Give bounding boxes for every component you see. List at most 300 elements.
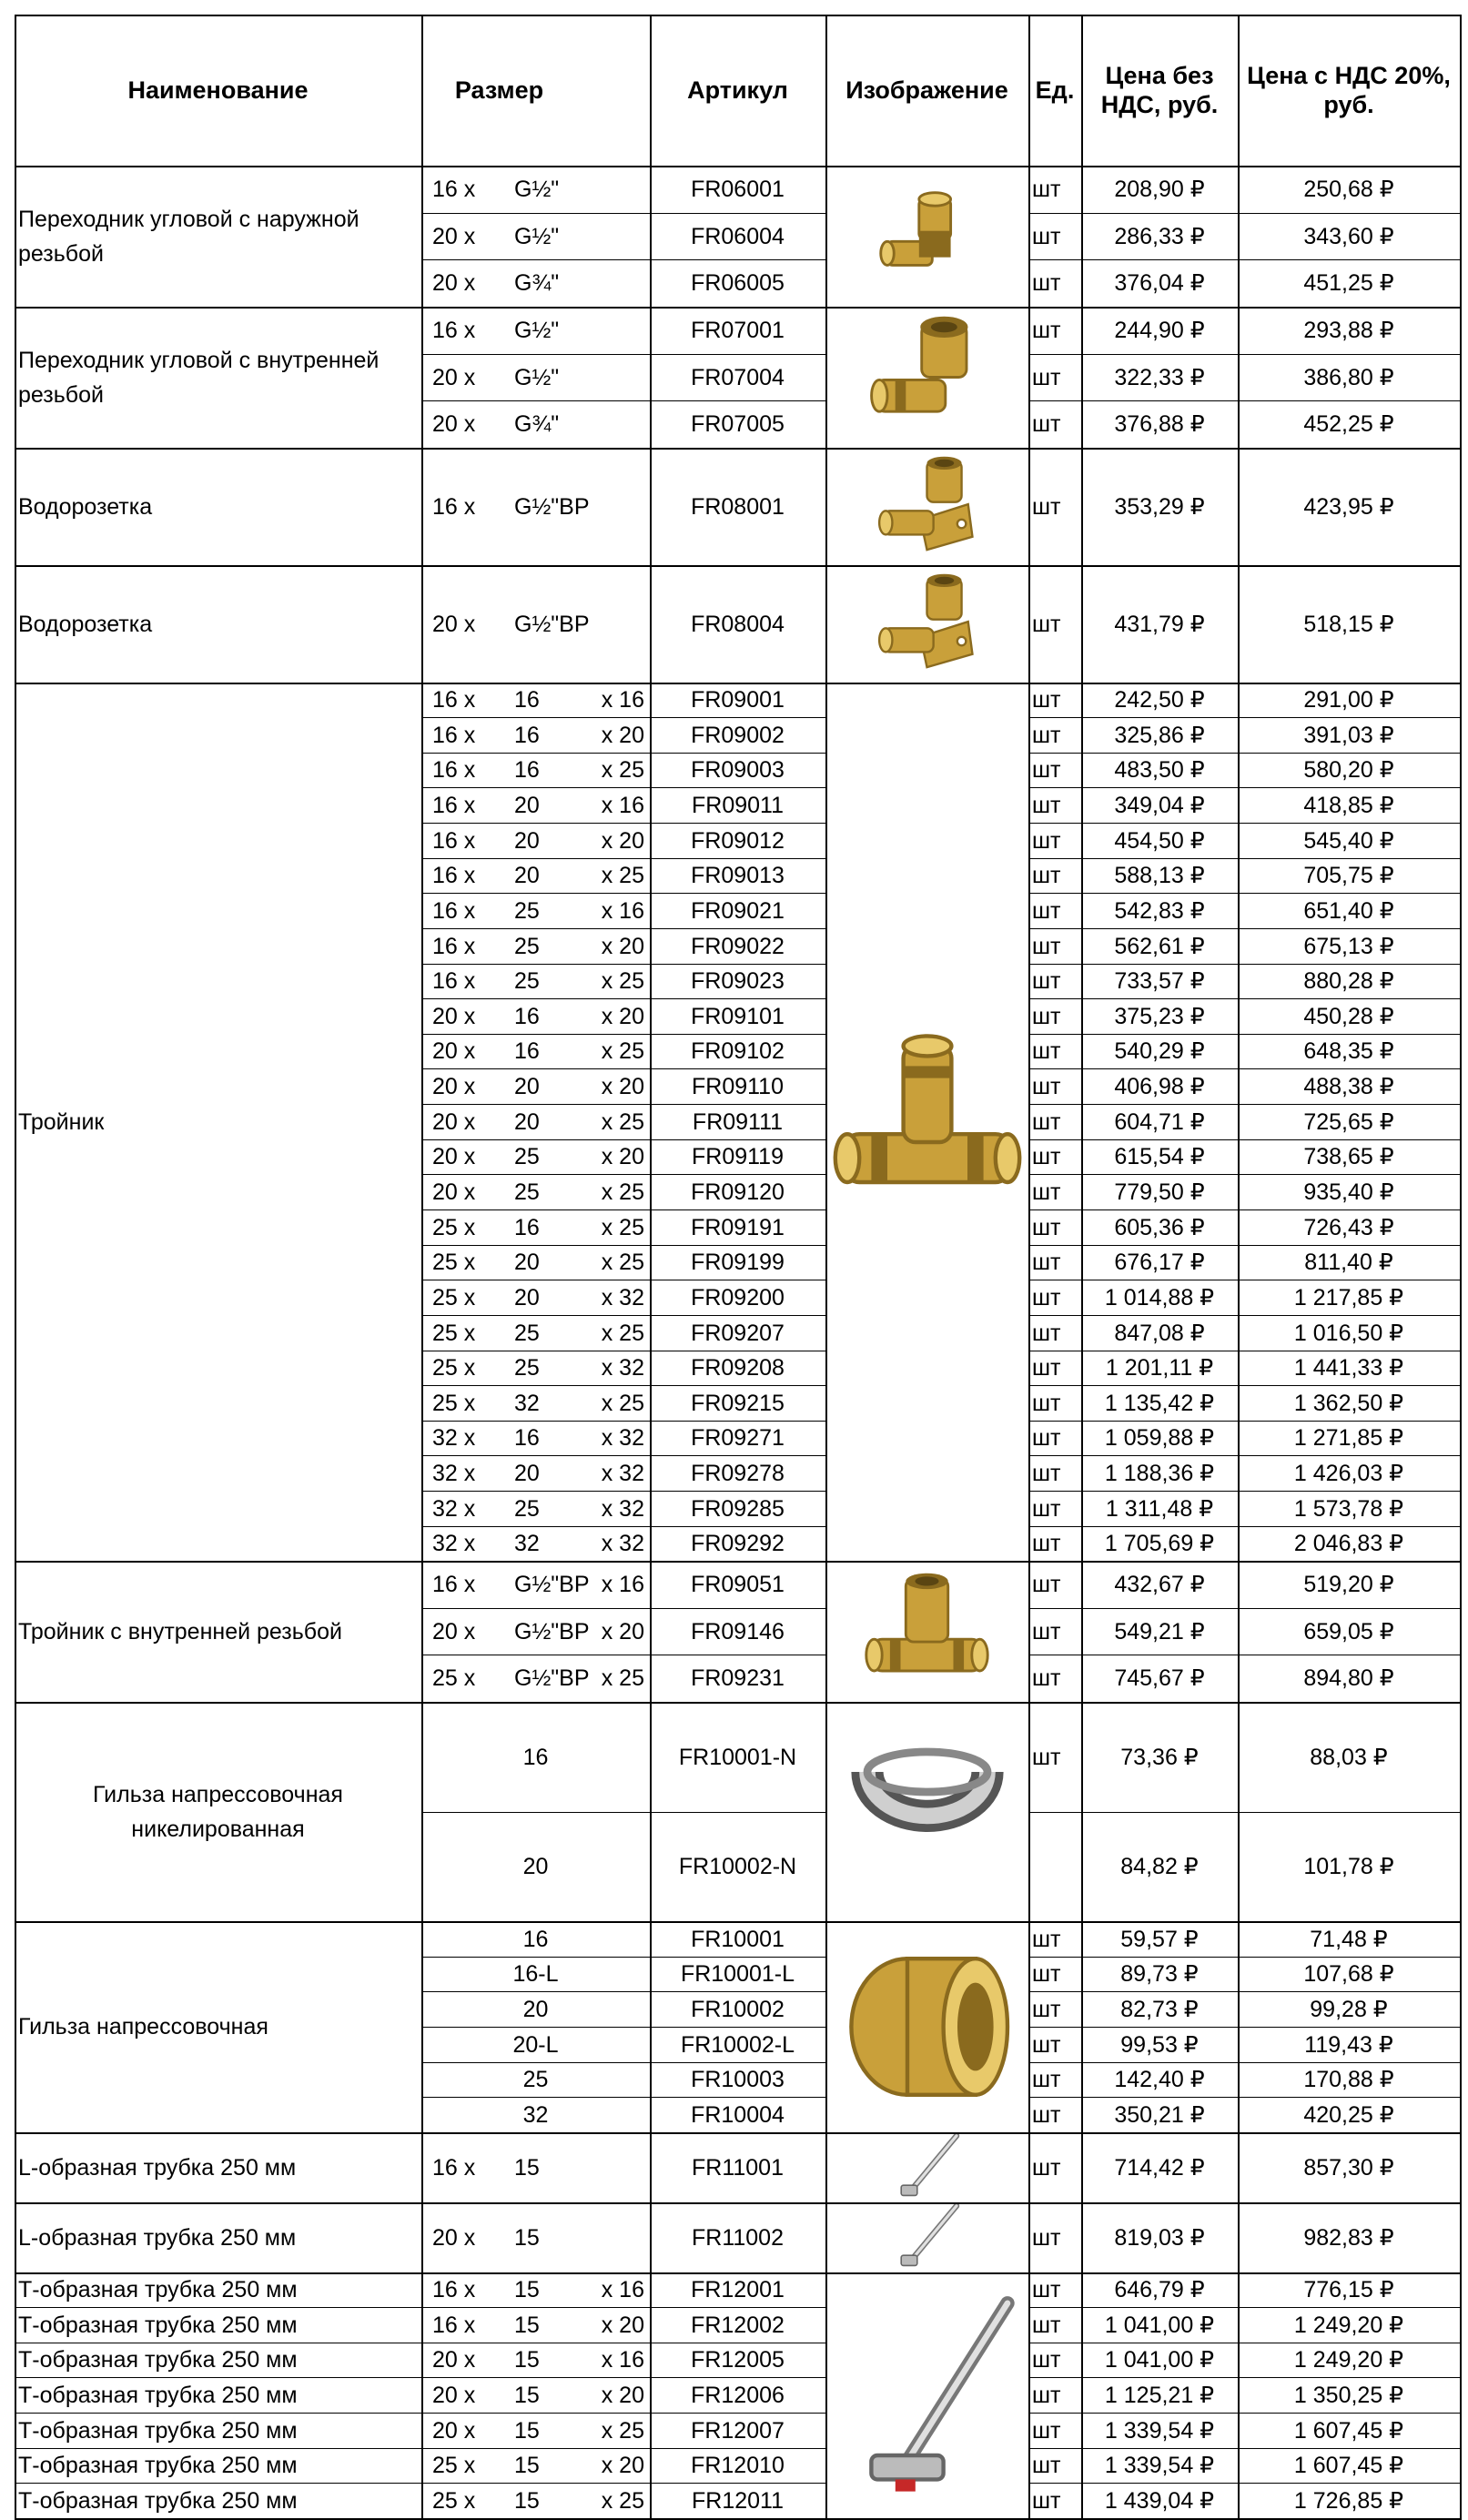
price-no-vat: 82,73 ₽	[1120, 1996, 1199, 2022]
table-gridline	[1028, 1957, 1460, 1958]
price-with-vat: 519,20 ₽	[1303, 1572, 1394, 1597]
price-no-vat: 353,29 ₽	[1114, 493, 1205, 520]
price-no-vat: 1 339,54 ₽	[1104, 2417, 1215, 2444]
price-with-vat: 811,40 ₽	[1304, 1250, 1393, 1275]
price-no-vat: 244,90 ₽	[1114, 318, 1205, 343]
table-gridline	[421, 2413, 825, 2414]
table-gridline	[1028, 400, 1460, 401]
table-gridline	[1028, 1991, 1460, 1992]
unit-value: шт	[1032, 1926, 1061, 1952]
unit-value: шт	[1032, 1572, 1061, 1597]
size-d1: 20 x	[432, 611, 476, 637]
article-number: FR10001-N	[678, 1744, 797, 1770]
article-number: FR09200	[691, 1284, 785, 1311]
size-d1: 20 x	[432, 411, 476, 437]
article-number: FR07005	[691, 411, 785, 437]
price-with-vat: 982,83 ₽	[1303, 2224, 1394, 2251]
article-number: FR07001	[691, 318, 785, 343]
size-d3: x 25	[601, 1250, 644, 1275]
wall-plate-elbow-icon	[873, 452, 981, 561]
table-gridline	[421, 1139, 825, 1140]
size-d2: 16	[514, 1425, 540, 1451]
table-gridline	[421, 1245, 825, 1246]
size-d3: x 25	[601, 2487, 644, 2514]
table-gridline	[1238, 15, 1240, 2518]
header-price-vat-line-2: руб.	[1323, 91, 1374, 118]
table-gridline	[15, 1921, 1462, 1923]
price-no-vat: 483,50 ₽	[1114, 757, 1205, 783]
price-with-vat: 648,35 ₽	[1303, 1038, 1394, 1064]
table-gridline	[421, 2483, 825, 2484]
article-number: FR07004	[691, 364, 785, 390]
tee-fitting-icon	[827, 1022, 1028, 1222]
table-gridline	[421, 753, 825, 754]
price-no-vat: 542,83 ₽	[1114, 897, 1205, 924]
size-d1: 20 x	[432, 270, 476, 296]
header-price-no-vat	[1081, 61, 1238, 119]
price-no-vat: 325,86 ₽	[1114, 722, 1205, 748]
article-number: FR09023	[691, 968, 785, 994]
size-d2: 15	[514, 2453, 540, 2478]
size-d2: 20	[514, 1108, 540, 1135]
price-with-vat: 293,88 ₽	[1303, 318, 1394, 343]
size-d2: 25	[514, 1320, 540, 1346]
price-with-vat: 386,80 ₽	[1303, 364, 1394, 390]
price-with-vat: 452,25 ₽	[1303, 411, 1394, 437]
table-gridline	[1028, 1315, 1460, 1316]
size-d2: 20	[514, 792, 540, 818]
unit-value: шт	[1032, 1038, 1061, 1064]
size-d2: 25	[514, 1144, 540, 1169]
price-with-vat: 488,38 ₽	[1303, 1073, 1394, 1099]
size-d3: x 16	[601, 2347, 644, 2373]
table-gridline	[1028, 893, 1460, 894]
unit-value: шт	[1032, 1390, 1061, 1416]
size-d1: 16 x	[432, 933, 476, 959]
table-gridline	[421, 259, 825, 260]
price-no-vat: 59,57 ₽	[1120, 1926, 1199, 1952]
table-gridline	[1028, 2413, 1460, 2414]
table-gridline	[421, 787, 825, 788]
table-gridline	[421, 2377, 825, 2378]
price-no-vat: 745,67 ₽	[1114, 1665, 1205, 1691]
table-gridline	[1028, 2377, 1460, 2378]
price-with-vat: 894,80 ₽	[1303, 1665, 1394, 1691]
price-with-vat: 291,00 ₽	[1303, 687, 1394, 713]
size-d2: 15	[514, 2417, 540, 2444]
article-number: FR11002	[692, 2224, 784, 2251]
price-no-vat: 819,03 ₽	[1114, 2224, 1205, 2251]
size-d1: 16 x	[432, 827, 476, 854]
table-gridline	[1028, 1455, 1460, 1456]
price-no-vat: 847,08 ₽	[1114, 1320, 1205, 1346]
size-d1: 16 x	[432, 863, 476, 888]
article-number: FR09271	[691, 1425, 785, 1451]
table-gridline	[650, 15, 652, 2518]
table-gridline	[1028, 1104, 1460, 1105]
price-no-vat: 714,42 ₽	[1114, 2154, 1205, 2181]
article-number: FR09207	[691, 1320, 785, 1346]
size-d1: 20 x	[432, 2417, 476, 2444]
product-name: резьбой	[18, 240, 104, 267]
size-d1: 25 x	[432, 1355, 476, 1381]
size-d2: 25	[514, 1495, 540, 1522]
size-d1: 25 x	[432, 1390, 476, 1416]
price-no-vat: 733,57 ₽	[1114, 968, 1205, 994]
price-no-vat: 1 135,42 ₽	[1104, 1390, 1215, 1416]
product-name: Переходник угловой с наружной	[18, 206, 359, 232]
table-gridline	[15, 448, 1462, 450]
size-d2: 15	[514, 2312, 540, 2338]
size-d2: 16	[514, 687, 540, 713]
size-d3: x 20	[601, 1003, 644, 1029]
price-with-vat: 518,15 ₽	[1303, 611, 1394, 637]
price-with-vat: 738,65 ₽	[1303, 1144, 1394, 1169]
price-with-vat: 1 217,85 ₽	[1293, 1284, 1404, 1311]
size-d3: x 25	[601, 757, 644, 783]
unit-value: шт	[1032, 1073, 1061, 1099]
tee-female-thread-fitting-icon	[861, 1565, 993, 1697]
size-d1: 16 x	[432, 2312, 476, 2338]
table-gridline	[1028, 2307, 1460, 2308]
price-with-vat: 343,60 ₽	[1303, 223, 1394, 249]
table-gridline	[825, 15, 827, 2518]
price-no-vat: 1 439,04 ₽	[1104, 2487, 1215, 2514]
size-d1: 16 x	[432, 968, 476, 994]
table-gridline	[421, 964, 825, 965]
header-price-no-vat-line-2: НДС, руб.	[1100, 91, 1219, 118]
size-d3: x 20	[601, 2453, 644, 2478]
table-gridline	[1028, 2448, 1460, 2449]
product-name: Переходник угловой с внутренней	[18, 347, 380, 373]
unit-value: шт	[1032, 270, 1061, 296]
price-no-vat: 779,50 ₽	[1114, 1179, 1205, 1205]
article-number: FR09012	[691, 827, 785, 854]
article-number: FR09102	[691, 1038, 785, 1064]
size-d2: 32	[514, 1531, 540, 1556]
price-with-vat: 71,48 ₽	[1310, 1926, 1388, 1952]
size-d1: 16 x	[432, 792, 476, 818]
product-name: Гильза напрессовочная	[93, 1781, 343, 1807]
table-gridline	[15, 166, 1462, 167]
product-name: Гильза напрессовочная	[18, 2014, 268, 2039]
size-d3: x 20	[601, 1144, 644, 1169]
size-d1: 25 x	[432, 1214, 476, 1240]
size-d2: 16	[514, 722, 540, 748]
price-no-vat: 540,29 ₽	[1114, 1038, 1205, 1064]
unit-value: шт	[1032, 2347, 1061, 2373]
header-size: Размер	[454, 76, 544, 104]
product-name: Т-образная трубка 250 мм	[18, 2417, 298, 2444]
article-number: FR10002	[691, 1996, 785, 2022]
size-d1: 20 x	[432, 1108, 476, 1135]
table-gridline	[15, 565, 1462, 567]
size-d2: G½"	[514, 177, 560, 202]
size-d2: 25	[514, 1179, 540, 1205]
table-gridline	[15, 1561, 1462, 1563]
article-number: FR12001	[691, 2277, 785, 2302]
article-number: FR12011	[692, 2487, 784, 2514]
size-d2: 32	[514, 1390, 540, 1416]
price-no-vat: 142,40 ₽	[1114, 2067, 1205, 2092]
table-gridline	[421, 2097, 825, 2098]
size-d3: x 32	[601, 1425, 644, 1451]
product-name: L-образная трубка 250 мм	[18, 2154, 297, 2181]
table-gridline	[1028, 354, 1460, 355]
size-d3: x 32	[601, 1495, 644, 1522]
wall-plate-elbow-icon	[873, 570, 981, 678]
unit-value: шт	[1032, 318, 1061, 343]
article-number: FR12006	[691, 2382, 785, 2408]
unit-value: шт	[1032, 2382, 1061, 2408]
table-gridline	[421, 1034, 825, 1035]
table-gridline	[421, 2062, 825, 2063]
price-no-vat: 1 059,88 ₽	[1104, 1425, 1215, 1451]
price-no-vat: 208,90 ₽	[1114, 177, 1205, 202]
table-gridline	[1028, 1421, 1460, 1422]
table-gridline	[421, 1608, 825, 1609]
article-number: FR09110	[692, 1073, 784, 1099]
table-gridline	[1028, 928, 1460, 929]
price-with-vat: 651,40 ₽	[1303, 897, 1394, 924]
product-name: Водорозетка	[18, 493, 153, 520]
unit-value: шт	[1032, 1425, 1061, 1451]
size-d1: 16 x	[432, 2277, 476, 2302]
header-article: Артикул	[687, 76, 788, 104]
size-d1: 32 x	[432, 1425, 476, 1451]
price-no-vat: 99,53 ₽	[1120, 2031, 1199, 2058]
size-value: 20	[522, 1996, 549, 2022]
unit-value: шт	[1032, 863, 1061, 888]
size-d1: 20 x	[432, 1179, 476, 1205]
table-gridline	[421, 717, 825, 718]
price-with-vat: 1 271,85 ₽	[1293, 1425, 1404, 1451]
size-d3: x 25	[601, 863, 644, 888]
brass-press-sleeve-icon	[827, 1927, 1028, 2127]
size-d2: 15	[514, 2347, 540, 2373]
price-with-vat: 1 350,25 ₽	[1293, 2382, 1404, 2408]
article-number: FR09003	[691, 757, 785, 783]
size-d2: 20	[514, 1460, 540, 1486]
size-value: 16	[522, 1926, 549, 1952]
price-with-vat: 580,20 ₽	[1303, 757, 1394, 783]
unit-value: шт	[1032, 1214, 1061, 1240]
table-gridline	[421, 354, 825, 355]
size-d3: x 20	[601, 722, 644, 748]
article-number: FR09191	[691, 1214, 785, 1240]
price-no-vat: 588,13 ₽	[1114, 863, 1205, 888]
table-gridline	[421, 998, 825, 999]
size-d2: 15	[514, 2382, 540, 2408]
size-d3: x 20	[601, 2382, 644, 2408]
table-gridline	[1028, 1034, 1460, 1035]
price-no-vat: 676,17 ₽	[1114, 1250, 1205, 1275]
table-gridline	[421, 2307, 825, 2308]
size-d2: 25	[514, 1355, 540, 1381]
table-gridline	[421, 2448, 825, 2449]
size-d1: 32 x	[432, 1495, 476, 1522]
price-with-vat: 1 362,50 ₽	[1293, 1390, 1404, 1416]
price-with-vat: 857,30 ₽	[1303, 2154, 1394, 2181]
unit-value: шт	[1032, 1531, 1061, 1556]
table-gridline	[421, 1385, 825, 1386]
unit-value: шт	[1032, 1144, 1061, 1169]
article-number: FR09022	[691, 933, 785, 959]
size-d1: 25 x	[432, 1320, 476, 1346]
size-d1: 20 x	[432, 1618, 476, 1645]
size-d1: 20 x	[432, 2382, 476, 2408]
price-with-vat: 88,03 ₽	[1310, 1744, 1388, 1770]
price-no-vat: 615,54 ₽	[1114, 1144, 1205, 1169]
price-with-vat: 101,78 ₽	[1303, 1854, 1394, 1879]
article-number: FR08004	[691, 611, 785, 637]
size-d3: x 25	[601, 968, 644, 994]
article-number: FR11001	[692, 2154, 784, 2181]
table-gridline	[15, 2272, 1462, 2274]
size-d2: G½"	[514, 364, 560, 390]
product-name: Т-образная трубка 250 мм	[18, 2347, 298, 2373]
article-number: FR10003	[691, 2067, 785, 2092]
unit-value: шт	[1032, 223, 1061, 249]
size-d3: x 32	[601, 1460, 644, 1486]
size-d3: x 20	[601, 827, 644, 854]
price-with-vat: 1 016,50 ₽	[1293, 1320, 1404, 1346]
size-d1: 16 x	[432, 757, 476, 783]
price-no-vat: 1 188,36 ₽	[1104, 1460, 1215, 1486]
table-gridline	[421, 400, 825, 401]
article-number: FR06004	[691, 223, 785, 249]
table-gridline	[421, 823, 825, 824]
unit-value: шт	[1032, 757, 1061, 783]
article-number: FR09001	[691, 687, 785, 713]
size-d3: x 20	[601, 933, 644, 959]
size-d1: 20 x	[432, 1003, 476, 1029]
article-number: FR09208	[691, 1355, 785, 1381]
price-with-vat: 1 607,45 ₽	[1293, 2417, 1404, 2444]
size-d2: G¾"	[514, 270, 560, 296]
article-number: FR10001-L	[680, 1961, 795, 1987]
product-name: L-образная трубка 250 мм	[18, 2224, 297, 2251]
size-d3: x 32	[601, 1284, 644, 1311]
unit-value: шт	[1032, 1618, 1061, 1645]
price-no-vat: 1 014,88 ₽	[1104, 1284, 1215, 1311]
product-name: Т-образная трубка 250 мм	[18, 2487, 298, 2514]
price-with-vat: 880,28 ₽	[1303, 968, 1394, 994]
price-no-vat: 286,33 ₽	[1114, 223, 1205, 249]
price-no-vat: 646,79 ₽	[1114, 2277, 1205, 2302]
unit-value: шт	[1032, 1284, 1061, 1311]
article-number: FR09215	[691, 1390, 785, 1416]
size-value: 32	[522, 2101, 549, 2128]
size-d2: 20	[514, 827, 540, 854]
size-d3: x 25	[601, 1038, 644, 1064]
price-with-vat: 418,85 ₽	[1303, 792, 1394, 818]
unit-value: шт	[1032, 2277, 1061, 2302]
size-d2: 25	[514, 897, 540, 924]
product-name: никелированная	[131, 1816, 305, 1842]
price-no-vat: 431,79 ₽	[1114, 611, 1205, 637]
table-gridline	[421, 1455, 825, 1456]
price-no-vat: 1 125,21 ₽	[1104, 2382, 1215, 2408]
price-with-vat: 450,28 ₽	[1303, 1003, 1394, 1029]
unit-value: шт	[1032, 1996, 1061, 2022]
table-gridline	[421, 893, 825, 894]
table-gridline	[421, 1315, 825, 1316]
price-with-vat: 250,68 ₽	[1303, 177, 1394, 202]
price-with-vat: 2 046,83 ₽	[1293, 1531, 1404, 1556]
table-gridline	[421, 1104, 825, 1105]
unit-value: шт	[1032, 827, 1061, 854]
unit-value: шт	[1032, 2312, 1061, 2338]
article-number: FR12005	[691, 2347, 785, 2373]
price-with-vat: 935,40 ₽	[1303, 1179, 1394, 1205]
price-with-vat: 776,15 ₽	[1303, 2277, 1394, 2302]
unit-value: шт	[1032, 897, 1061, 924]
article-number: FR09278	[691, 1460, 785, 1486]
header-price-vat-line-1: Цена с НДС 20%,	[1247, 62, 1451, 89]
size-d3: x 25	[601, 2417, 644, 2444]
unit-value: шт	[1032, 1320, 1061, 1346]
table-gridline	[15, 307, 1462, 309]
unit-value: шт	[1032, 1003, 1061, 1029]
article-number: FR09292	[691, 1531, 785, 1556]
article-number: FR09111	[692, 1108, 784, 1135]
price-with-vat: 423,95 ₽	[1303, 493, 1394, 520]
size-d2: 20	[514, 863, 540, 888]
table-gridline	[421, 1209, 825, 1210]
size-d2: 16	[514, 757, 540, 783]
product-name: резьбой	[18, 381, 104, 408]
size-d1: 20 x	[432, 223, 476, 249]
unit-value: шт	[1032, 1744, 1061, 1770]
unit-value: шт	[1032, 1460, 1061, 1486]
nickel-press-sleeve-icon	[827, 1712, 1028, 1912]
price-with-vat: 1 441,33 ₽	[1293, 1355, 1404, 1381]
table-gridline	[15, 15, 1462, 16]
article-number: FR09119	[692, 1144, 784, 1169]
price-no-vat: 376,88 ₽	[1114, 411, 1205, 437]
table-gridline	[421, 1812, 825, 1813]
price-with-vat: 1 426,03 ₽	[1293, 1460, 1404, 1486]
l-shaped-tube-icon	[891, 2131, 964, 2204]
size-d2: 20	[514, 1284, 540, 1311]
size-d2: 20	[514, 1073, 540, 1099]
table-gridline	[421, 1491, 825, 1492]
article-number: FR09285	[691, 1495, 785, 1522]
size-d2: 25	[514, 933, 540, 959]
table-gridline	[1460, 15, 1462, 2518]
unit-value: шт	[1032, 792, 1061, 818]
table-gridline	[1028, 998, 1460, 999]
table-gridline	[1028, 1068, 1460, 1069]
table-gridline	[15, 2307, 421, 2308]
table-gridline	[421, 1174, 825, 1175]
size-d1: 16 x	[432, 493, 476, 520]
table-gridline	[1081, 15, 1083, 2518]
size-d2: 15	[514, 2487, 540, 2514]
size-d3: x 32	[601, 1531, 644, 1556]
price-with-vat: 726,43 ₽	[1303, 1214, 1394, 1240]
size-d3: x 20	[601, 1618, 644, 1645]
table-gridline	[15, 2413, 421, 2414]
price-with-vat: 1 249,20 ₽	[1293, 2312, 1404, 2338]
unit-value: шт	[1032, 364, 1061, 390]
unit-value: шт	[1032, 2453, 1061, 2478]
product-name: Тройник с внутренней резьбой	[18, 1618, 342, 1645]
unit-value: шт	[1032, 1355, 1061, 1381]
article-number: FR09051	[691, 1572, 785, 1597]
size-d2: 16	[514, 1214, 540, 1240]
